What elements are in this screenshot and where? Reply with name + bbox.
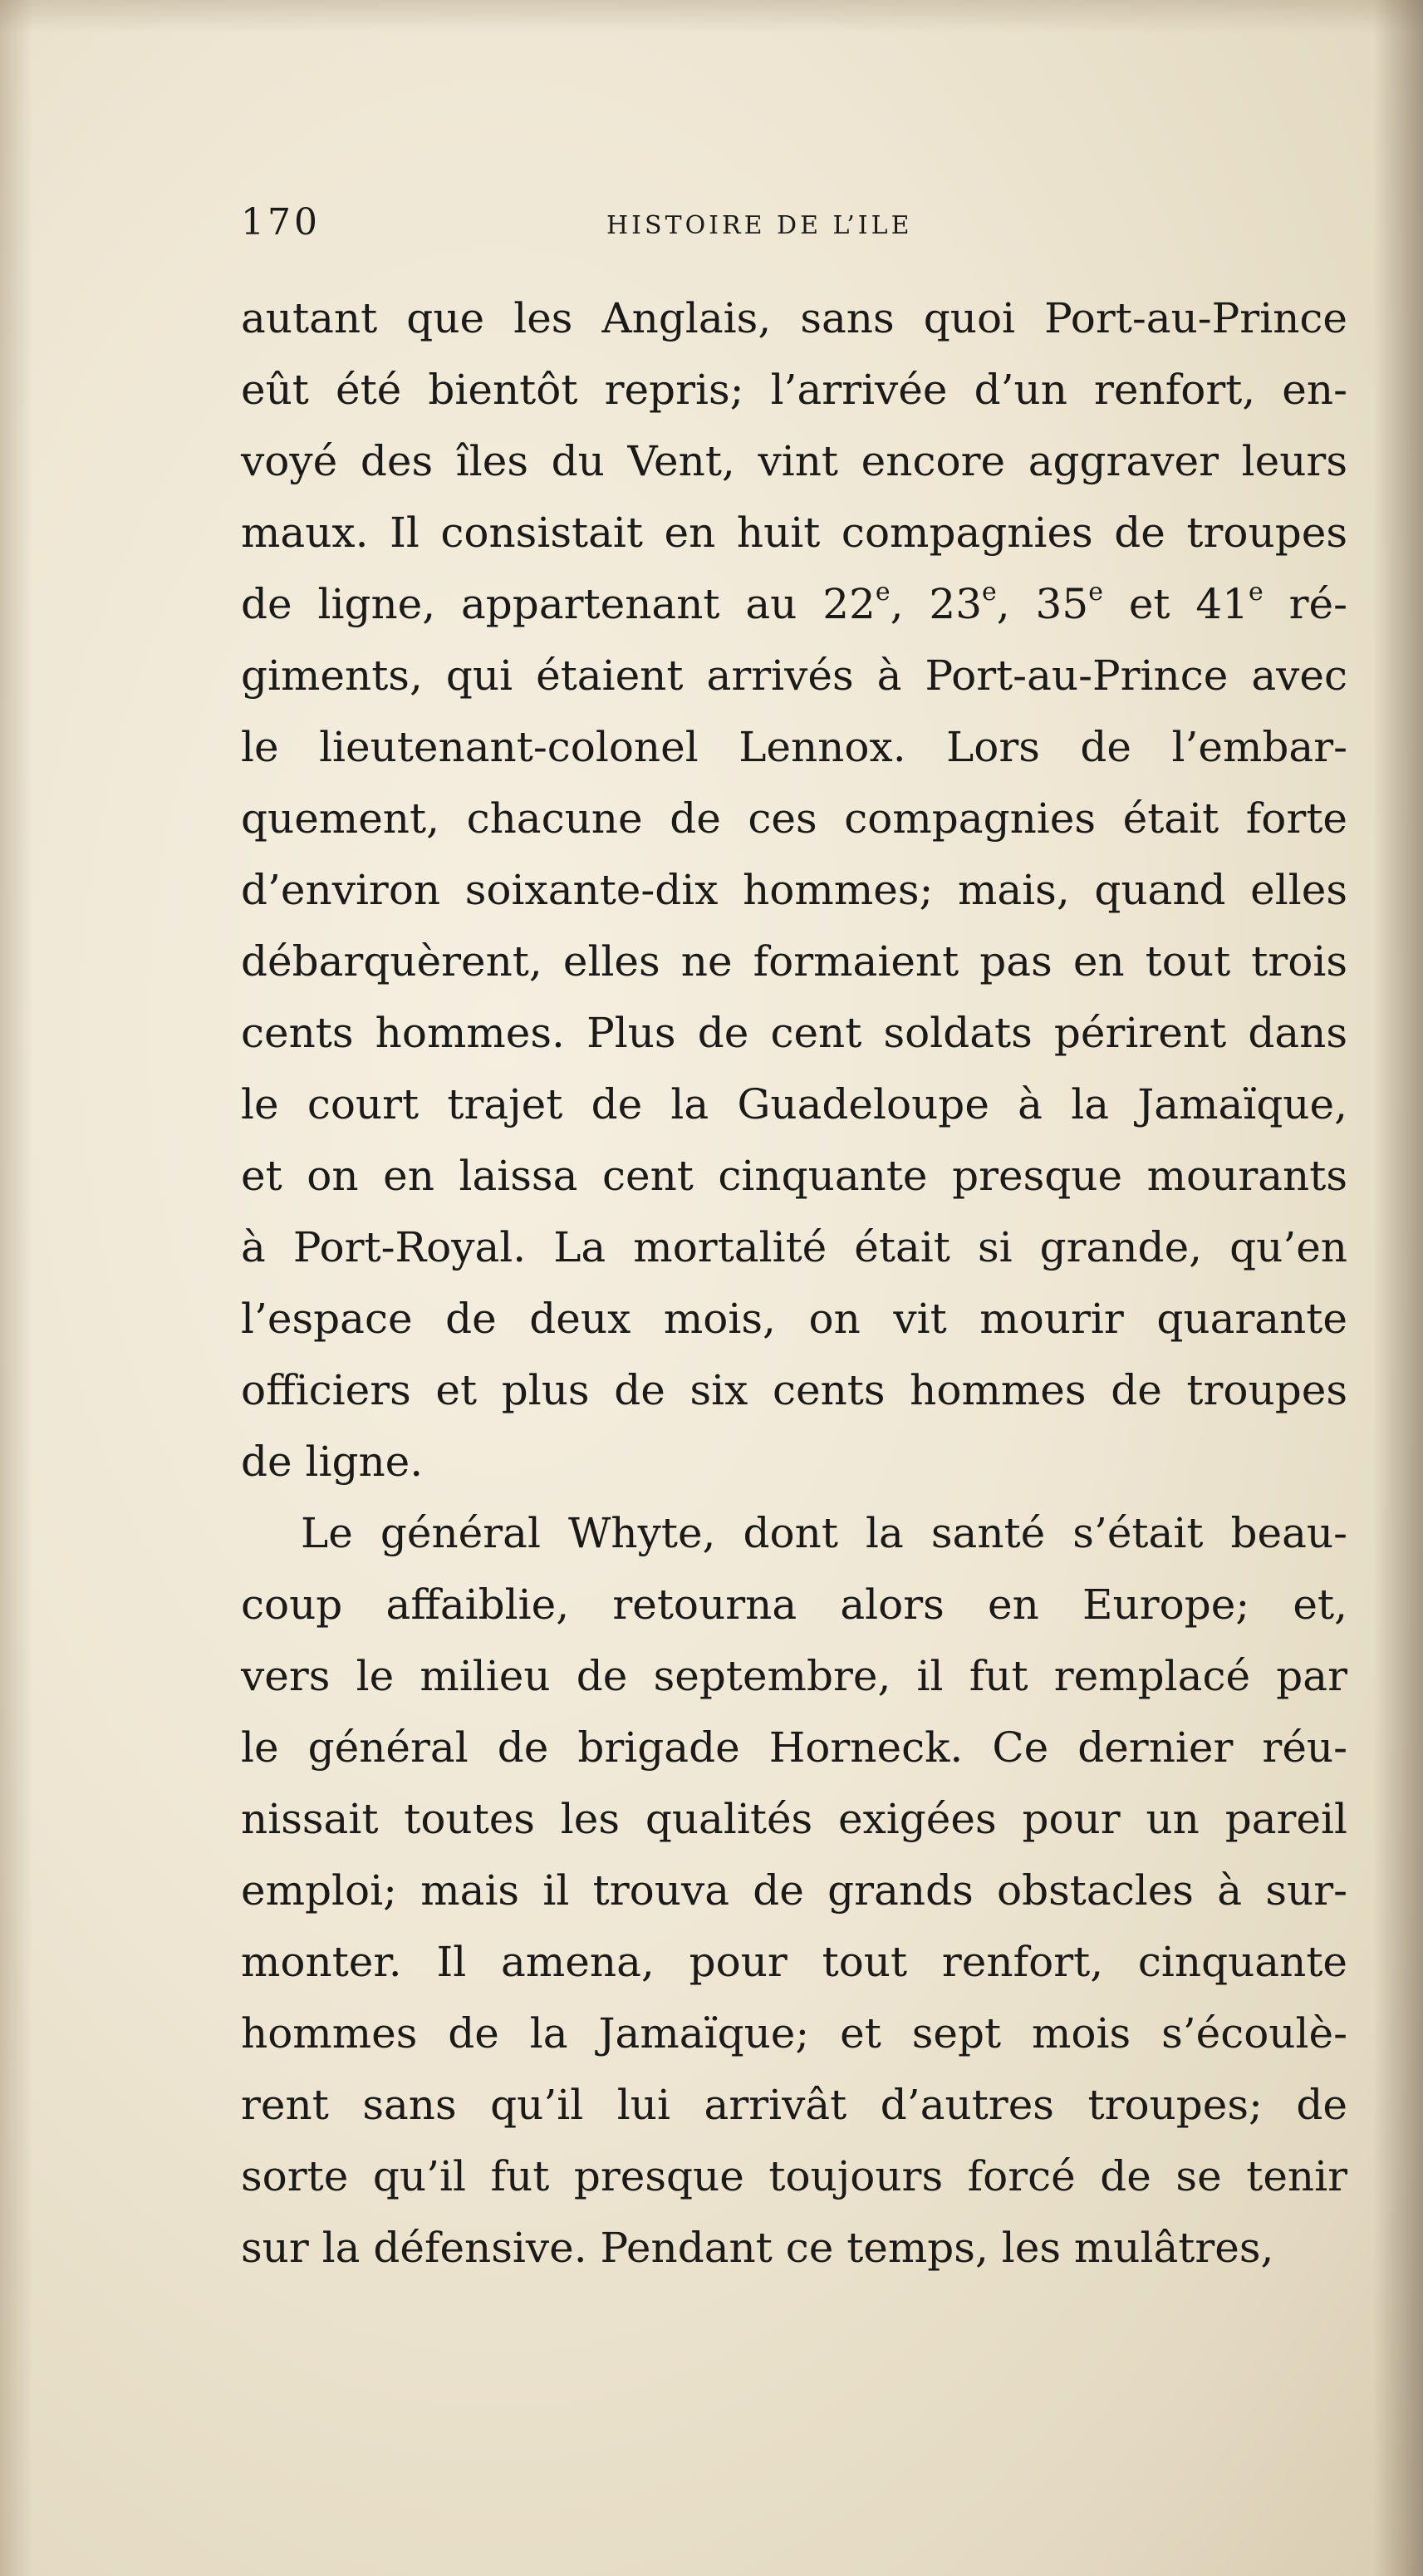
text-line: le général de brigade Horneck. Ce dernier réu- [241, 1723, 1347, 1772]
text-fragment: et 41 [1102, 580, 1249, 628]
text-line: d’environ soixante-dix hommes; mais, quand elles [241, 866, 1347, 914]
text-fragment: , 23 [890, 580, 983, 628]
running-head: HISTOIRE DE L’ILE [606, 211, 913, 240]
text-line: eût été bientôt repris; l’arrivée d’un renfort, en- [241, 366, 1347, 414]
ordinal-superscript: e [982, 578, 997, 607]
text-line: le lieutenant-colonel Lennox. Lors de l’embar- [241, 723, 1347, 771]
paragraph [241, 1497, 1347, 2283]
page-edge-shadow-top [0, 0, 1423, 33]
text-fragment: , 35 [996, 580, 1089, 628]
text-line: à Port-Royal. La mortalité était si grande, qu’en [241, 1223, 1347, 1271]
ordinal-superscript: e [1248, 578, 1264, 607]
ordinal-superscript: e [1088, 578, 1103, 607]
text-line: l’espace de deux mois, on vit mourir quarante [241, 1295, 1347, 1343]
text-line: rent sans qu’il lui arrivât d’autres troupes; de [241, 2081, 1347, 2129]
text-line: officiers et plus de six cents hommes de troupes [241, 1366, 1347, 1414]
paragraph [241, 283, 1347, 1497]
text-line: vers le milieu de septembre, il fut remplacé par [241, 1652, 1347, 1700]
text-line: Le général Whyte, dont la santé s’était beau- [301, 1509, 1347, 1557]
ordinal-superscript: e [875, 578, 891, 607]
text-line: cents hommes. Plus de cent soldats périrent dans [241, 1009, 1347, 1057]
text-line: de ligne. [241, 1438, 424, 1486]
text-line: le court trajet de la Guadeloupe à la Jamaïque, [241, 1080, 1347, 1128]
text-fragment: de ligne, appartenant au 22 [241, 580, 876, 628]
text-line: voyé des îles du Vent, vint encore aggraver leurs [241, 437, 1347, 485]
text-line: sur la défensive. Pendant ce temps, les mulâtres, [241, 2224, 1274, 2272]
page-edge-shadow-left [0, 0, 33, 2576]
text-line [241, 568, 1347, 640]
body-text [241, 283, 1347, 2283]
text-line: coup affaiblie, retourna alors en Europe; et, [241, 1581, 1347, 1629]
text-line: sorte qu’il fut presque toujours forcé de se tenir [241, 2152, 1347, 2200]
text-line: hommes de la Jamaïque; et sept mois s’écoulè- [241, 2009, 1347, 2057]
text-line: quement, chacune de ces compagnies était forte [241, 794, 1347, 843]
page-edge-shadow-right [1373, 0, 1423, 2576]
page-number: 170 [241, 201, 321, 243]
text-line: maux. Il consistait en huit compagnies de troupes [241, 509, 1347, 557]
text-line: nissait toutes les qualités exigées pour un pareil [241, 1795, 1347, 1843]
text-line: débarquèrent, elles ne formaient pas en tout trois [241, 937, 1347, 986]
text-fragment: ré- [1263, 580, 1347, 628]
text-line: autant que les Anglais, sans quoi Port-au-Prince [241, 294, 1347, 342]
text-line: et on en laissa cent cinquante presque mourants [241, 1152, 1347, 1200]
page-header [241, 201, 1337, 251]
text-line: giments, qui étaient arrivés à Port-au-Prince avec [241, 651, 1347, 700]
text-line: monter. Il amena, pour tout renfort, cinquante [241, 1938, 1347, 1986]
text-line: emploi; mais il trouva de grands obstacles à sur- [241, 1866, 1347, 1915]
